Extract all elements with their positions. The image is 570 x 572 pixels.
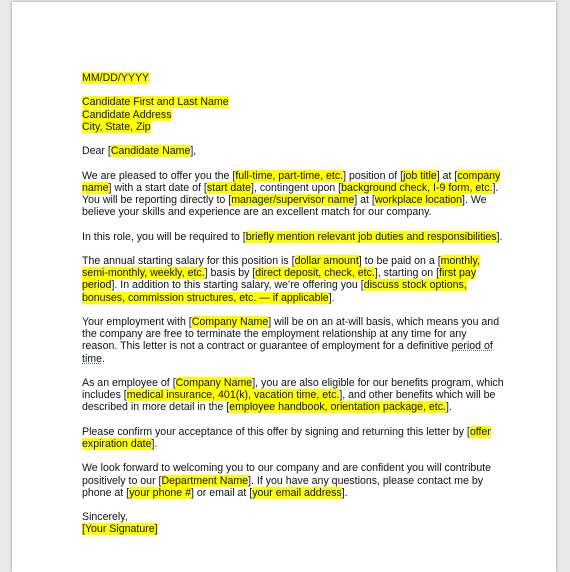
body-text: The annual starting salary for this position is [ [82,254,295,267]
placeholder-field[interactable]: job title [403,169,437,182]
placeholder-field[interactable]: offer expiration date [82,425,491,450]
body-text: ] with a start date of [ [108,181,207,194]
signature-placeholder[interactable]: [Your Signature] [82,523,158,536]
body-text: ]. We believe your skills and experience are an excellent match for our company. [82,193,487,219]
grammar-flagged-text: period of time [82,340,493,365]
body-text: ]. In addition to this starting salary, we’re offering you [ [111,279,364,292]
body-text: ] at [ [354,193,375,206]
placeholder-field[interactable]: Department Name [161,474,249,487]
body-text: ]. If you have any questions, please contact me by phone at [ [82,474,484,499]
offer-paragraph [82,170,504,219]
placeholder-field[interactable]: background check, I-9 form, etc. [341,181,493,194]
closing-block [82,511,504,535]
placeholder-field[interactable]: employee handbook, orientation package, etc. [229,401,446,414]
body-text: ]. [496,230,503,243]
candidate-address-line[interactable]: Candidate Address [82,108,172,121]
placeholder-field[interactable]: first pay period [82,267,477,292]
closing-text: Sincerely, [82,511,128,524]
salutation-name-field[interactable]: Candidate Name [110,145,191,158]
body-text: ] basis by [ [204,267,256,280]
body-text: ], you are also eligible for our benefits program, which includes [ [82,376,504,402]
body-text: ]. You will be reporting directly to [ [82,181,499,206]
body-text: Please confirm your acceptance of this offer by signing and returning this letter by [ [82,425,470,438]
placeholder-field[interactable]: Company Name [191,315,269,328]
body-text: ], contingent upon [ [251,181,342,194]
candidate-city-line[interactable]: City, State, Zip [82,120,151,133]
candidate-name-line[interactable]: Candidate First and Last Name [82,96,229,109]
body-text: ]. [151,437,158,450]
body-text: ]. [341,486,348,499]
placeholder-field[interactable]: monthly, semi-monthly, weekly, etc. [82,254,480,280]
body-text: ]. [445,401,452,414]
body-text: ] to be paid on a [ [358,254,441,267]
role-paragraph [82,231,504,243]
body-text: ] or email at [ [190,486,253,499]
placeholder-field[interactable]: medical insurance, 401(k), vacation time, etc. [126,389,340,402]
body-text: As an employee of [ [82,376,176,389]
body-text: ] position of [ [343,169,404,182]
placeholder-field[interactable]: direct deposit, check, etc. [255,267,375,280]
benefits-paragraph [82,377,504,414]
at-will-paragraph [82,316,504,365]
placeholder-field[interactable]: dollar amount [294,254,359,267]
salutation [82,145,504,157]
body-text: We look forward to welcoming you to our company and are confident you will contribute positively to our [ [82,462,492,487]
placeholder-field[interactable]: workplace location [374,193,463,206]
body-text: We are pleased to offer you the [ [82,169,236,182]
body-text: ], and other benefits which will be described in more detail in the [ [82,389,496,414]
body-text: ] at [ [436,169,458,182]
salary-paragraph [82,255,504,304]
candidate-address-block [82,96,504,133]
placeholder-field[interactable]: your email address [252,486,342,499]
date-block [82,72,504,84]
acceptance-paragraph [82,426,504,450]
welcome-paragraph [82,462,504,499]
date-placeholder[interactable]: MM/DD/YYYY [82,72,150,84]
placeholder-field[interactable]: manager/supervisor name [231,193,355,206]
document-page [12,2,556,572]
body-text: ] will be on an at-will basis, which means you and the company are free to terminate the employment relationship at any time for any reason. This letter is not a contract or guarantee of employment for a definitive [82,315,500,353]
placeholder-field[interactable]: your phone # [129,486,191,499]
offer-letter-body [82,72,504,548]
body-text: . [102,352,105,365]
placeholder-field[interactable]: Company Name [175,376,253,389]
body-text: ], starting on [ [374,267,440,280]
body-text: Your employment with [ [82,315,192,328]
salutation-prefix: Dear [ [82,145,111,158]
placeholder-field[interactable]: briefly mention relevant job duties and responsibilities [245,230,497,243]
placeholder-field[interactable]: company name [82,169,501,194]
body-text: ]. [328,291,335,304]
salutation-suffix: ], [190,145,197,158]
body-text: In this role, you will be required to [ [82,230,246,243]
placeholder-field[interactable]: start date [206,181,252,194]
placeholder-field[interactable]: discuss stock options, bonuses, commission structures, etc. — if applicable [82,279,467,304]
placeholder-field[interactable]: full-time, part-time, etc. [235,169,344,182]
